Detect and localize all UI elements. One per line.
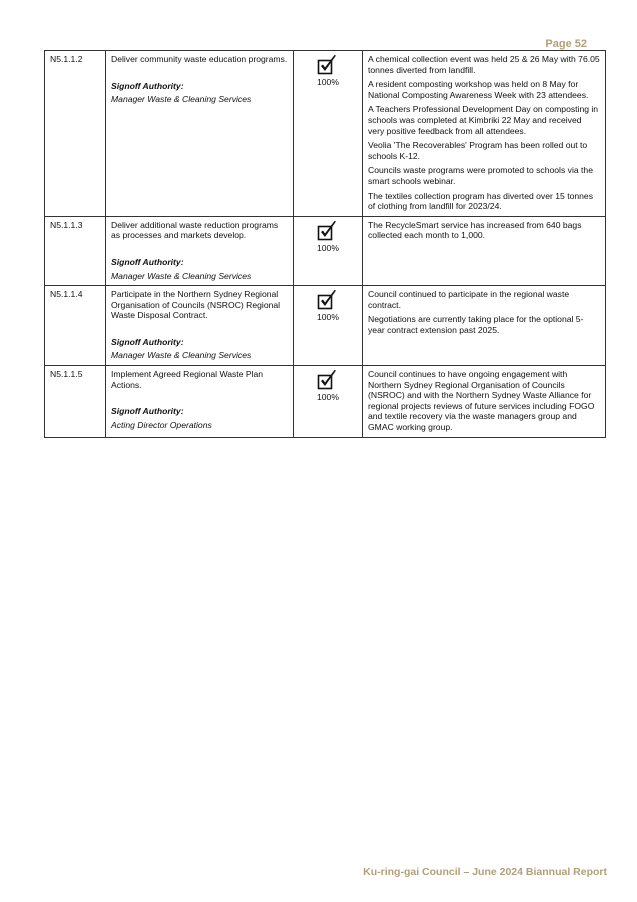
comments-cell bbox=[363, 216, 606, 285]
action-description-cell bbox=[106, 366, 294, 438]
action-code: N5.1.1.4 bbox=[45, 286, 106, 366]
status-cell bbox=[294, 51, 363, 217]
comment-paragraph: Councils waste programs were promoted to schools via the smart schools webinar. bbox=[368, 165, 593, 186]
action-description: Deliver additional waste reduction programs as processes and markets develop. bbox=[111, 219, 279, 241]
comment-paragraph: Council continued to participate in the regional waste contract. bbox=[368, 289, 570, 310]
comments-cell bbox=[363, 286, 606, 366]
report-footer: Ku-ring-gai Council – June 2024 Biannual Report bbox=[363, 866, 607, 878]
table-row bbox=[45, 366, 606, 438]
signoff-name: Manager Waste & Cleaning Services bbox=[111, 94, 252, 105]
table-row bbox=[45, 286, 606, 366]
signoff-name: Acting Director Operations bbox=[111, 419, 212, 430]
table-row bbox=[45, 51, 606, 217]
comment-paragraph: A Teachers Professional Development Day on composting in schools was completed at Kimbriki 22 May and received very positive feedback from all attendees. bbox=[368, 104, 599, 136]
status-cell bbox=[294, 216, 363, 285]
status-cell bbox=[294, 286, 363, 366]
checkbox-tick-icon bbox=[317, 369, 339, 391]
page-number: Page 52 bbox=[545, 38, 587, 50]
comment-paragraph: A resident composting workshop was held on 8 May for National Composting Awareness Week with 23 attendees. bbox=[368, 79, 589, 100]
signoff-name: Manager Waste & Cleaning Services bbox=[111, 270, 252, 281]
comments-cell bbox=[363, 366, 606, 438]
signoff-label: Signoff Authority: bbox=[111, 80, 184, 91]
completion-percent: 100% bbox=[317, 392, 339, 403]
checkbox-tick-icon bbox=[317, 220, 339, 242]
action-description: Implement Agreed Regional Waste Plan Actions. bbox=[111, 369, 264, 390]
table-row bbox=[45, 216, 606, 285]
action-code: N5.1.1.2 bbox=[45, 51, 106, 217]
action-code: N5.1.1.5 bbox=[45, 366, 106, 438]
action-description: Deliver community waste education programs. bbox=[111, 54, 288, 64]
comment-paragraph: Council continues to have ongoing engagement with Northern Sydney Regional Organisation of Councils (NSROC) and with the Northern Sydney Waste Alliance for regional projects reviews of future services including FOGO and textile recovery via the waste managers group and GMAC working group. bbox=[368, 369, 595, 433]
comment-paragraph: The RecycleSmart service has increased from 640 bags collected each month to 1,000. bbox=[368, 219, 582, 241]
comment-paragraph: A chemical collection event was held 25 & 26 May with 76.05 tonnes diverted from landfill. bbox=[368, 54, 600, 75]
action-report-table bbox=[44, 50, 606, 438]
action-description-cell bbox=[106, 216, 294, 285]
checkbox-tick-icon bbox=[317, 289, 339, 311]
completion-percent: 100% bbox=[317, 242, 339, 253]
comment-paragraph: Negotiations are currently taking place for the optional 5-year contract extension past 2025. bbox=[368, 314, 584, 335]
comment-paragraph: Veolia 'The Recoverables' Program has been rolled out to schools K-12. bbox=[368, 140, 588, 161]
comment-paragraph: The textiles collection program has diverted over 15 tonnes of clothing from landfill for 2023/24. bbox=[368, 190, 593, 212]
action-code: N5.1.1.3 bbox=[45, 216, 106, 285]
action-description-cell bbox=[106, 286, 294, 366]
checkbox-tick-icon bbox=[317, 54, 339, 76]
completion-percent: 100% bbox=[317, 312, 339, 323]
signoff-label: Signoff Authority: bbox=[111, 406, 184, 417]
status-cell bbox=[294, 366, 363, 438]
signoff-name: Manager Waste & Cleaning Services bbox=[111, 350, 252, 361]
action-description-cell bbox=[106, 51, 294, 217]
signoff-label: Signoff Authority: bbox=[111, 256, 184, 267]
signoff-label: Signoff Authority: bbox=[111, 336, 184, 347]
completion-percent: 100% bbox=[317, 77, 339, 87]
comments-cell bbox=[363, 51, 606, 217]
action-description: Participate in the Northern Sydney Regional Organisation of Councils (NSROC) Regional Waste Disposal Contract. bbox=[111, 289, 281, 321]
